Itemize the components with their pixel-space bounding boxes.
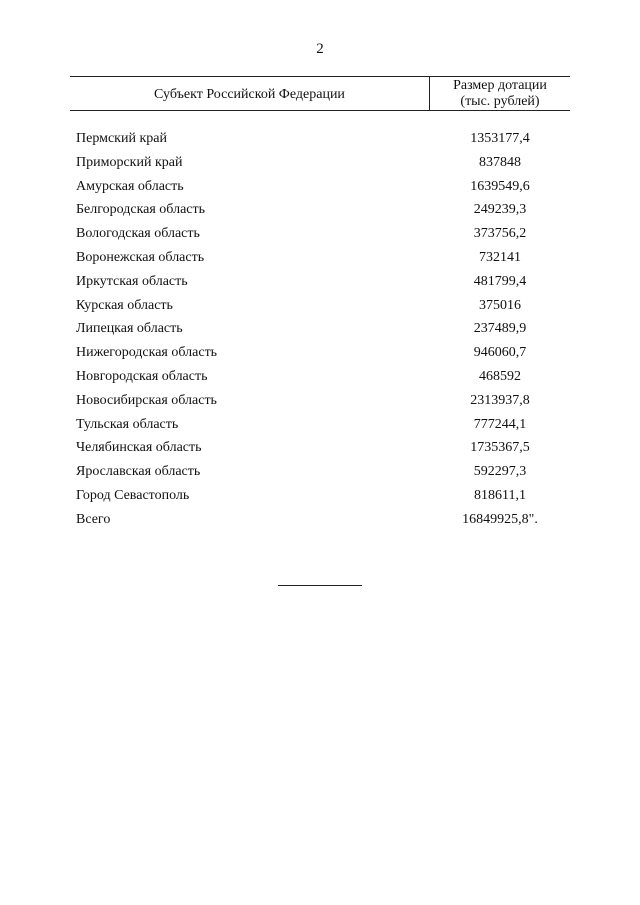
region-name: Приморский край [76, 154, 183, 170]
region-name: Белгородская область [76, 202, 206, 218]
header-subject: Субъект Российской Федерации [154, 87, 345, 102]
total-label: Всего [76, 511, 111, 527]
subsidy-amount: 237489,9 [473, 321, 527, 337]
table-row [70, 127, 570, 151]
table-row [70, 175, 570, 199]
table-row [70, 460, 570, 484]
region-name: Курская область [76, 297, 173, 313]
region-name: Тульская область [76, 416, 179, 432]
subsidy-amount: 373756,2 [473, 226, 527, 242]
table-row [70, 198, 570, 222]
region-name: Липецкая область [76, 321, 183, 337]
region-name: Новгородская область [76, 368, 208, 384]
region-name: Пермский край [76, 131, 167, 146]
region-name: Вологодская область [76, 226, 200, 242]
page-number: 2 [316, 41, 324, 57]
table-row [70, 317, 570, 341]
total-row [70, 508, 570, 532]
subsidy-amount: 2313937,8 [470, 392, 530, 408]
table-row [70, 365, 570, 389]
subsidy-amount: 592297,3 [473, 464, 527, 480]
table-row [70, 413, 570, 437]
region-name: Воронежская область [76, 249, 205, 265]
subsidy-amount: 946060,7 [473, 345, 527, 361]
header-amount-title: Размер дотации [453, 78, 547, 93]
table-body [70, 127, 570, 532]
table-row [70, 389, 570, 413]
table-row [70, 294, 570, 318]
table-row [70, 270, 570, 294]
subsidy-amount: 1353177,4 [470, 131, 530, 146]
table-header [70, 76, 570, 111]
subsidy-amount: 837848 [479, 154, 521, 170]
table-row [70, 484, 570, 508]
table-row [70, 151, 570, 175]
subsidy-amount: 375016 [479, 297, 521, 313]
subsidy-amount: 732141 [479, 249, 521, 265]
subsidy-amount: 481799,4 [473, 273, 527, 289]
table-row [70, 341, 570, 365]
region-name: Город Севастополь [76, 487, 190, 503]
subsidy-amount: 468592 [479, 368, 521, 384]
region-name: Иркутская область [76, 273, 188, 289]
table-row [70, 436, 570, 460]
region-name: Челябинская область [76, 440, 202, 456]
region-name: Амурская область [76, 178, 184, 194]
header-amount-unit: (тыс. рублей) [460, 94, 540, 109]
subsidy-amount: 777244,1 [473, 416, 527, 432]
subsidy-amount: 1735367,5 [470, 440, 530, 456]
region-name: Нижегородская область [76, 345, 218, 361]
table-row [70, 222, 570, 246]
region-name: Новосибирская область [76, 392, 217, 408]
region-name: Ярославская область [76, 464, 201, 480]
header-amount [430, 78, 570, 110]
subsidy-amount: 818611,1 [474, 487, 526, 503]
subsidy-amount: 1639549,6 [470, 178, 530, 194]
table-row [70, 246, 570, 270]
end-of-document-rule [278, 585, 362, 586]
total-amount: 16849925,8". [462, 511, 538, 527]
subsidy-amount: 249239,3 [473, 202, 527, 218]
